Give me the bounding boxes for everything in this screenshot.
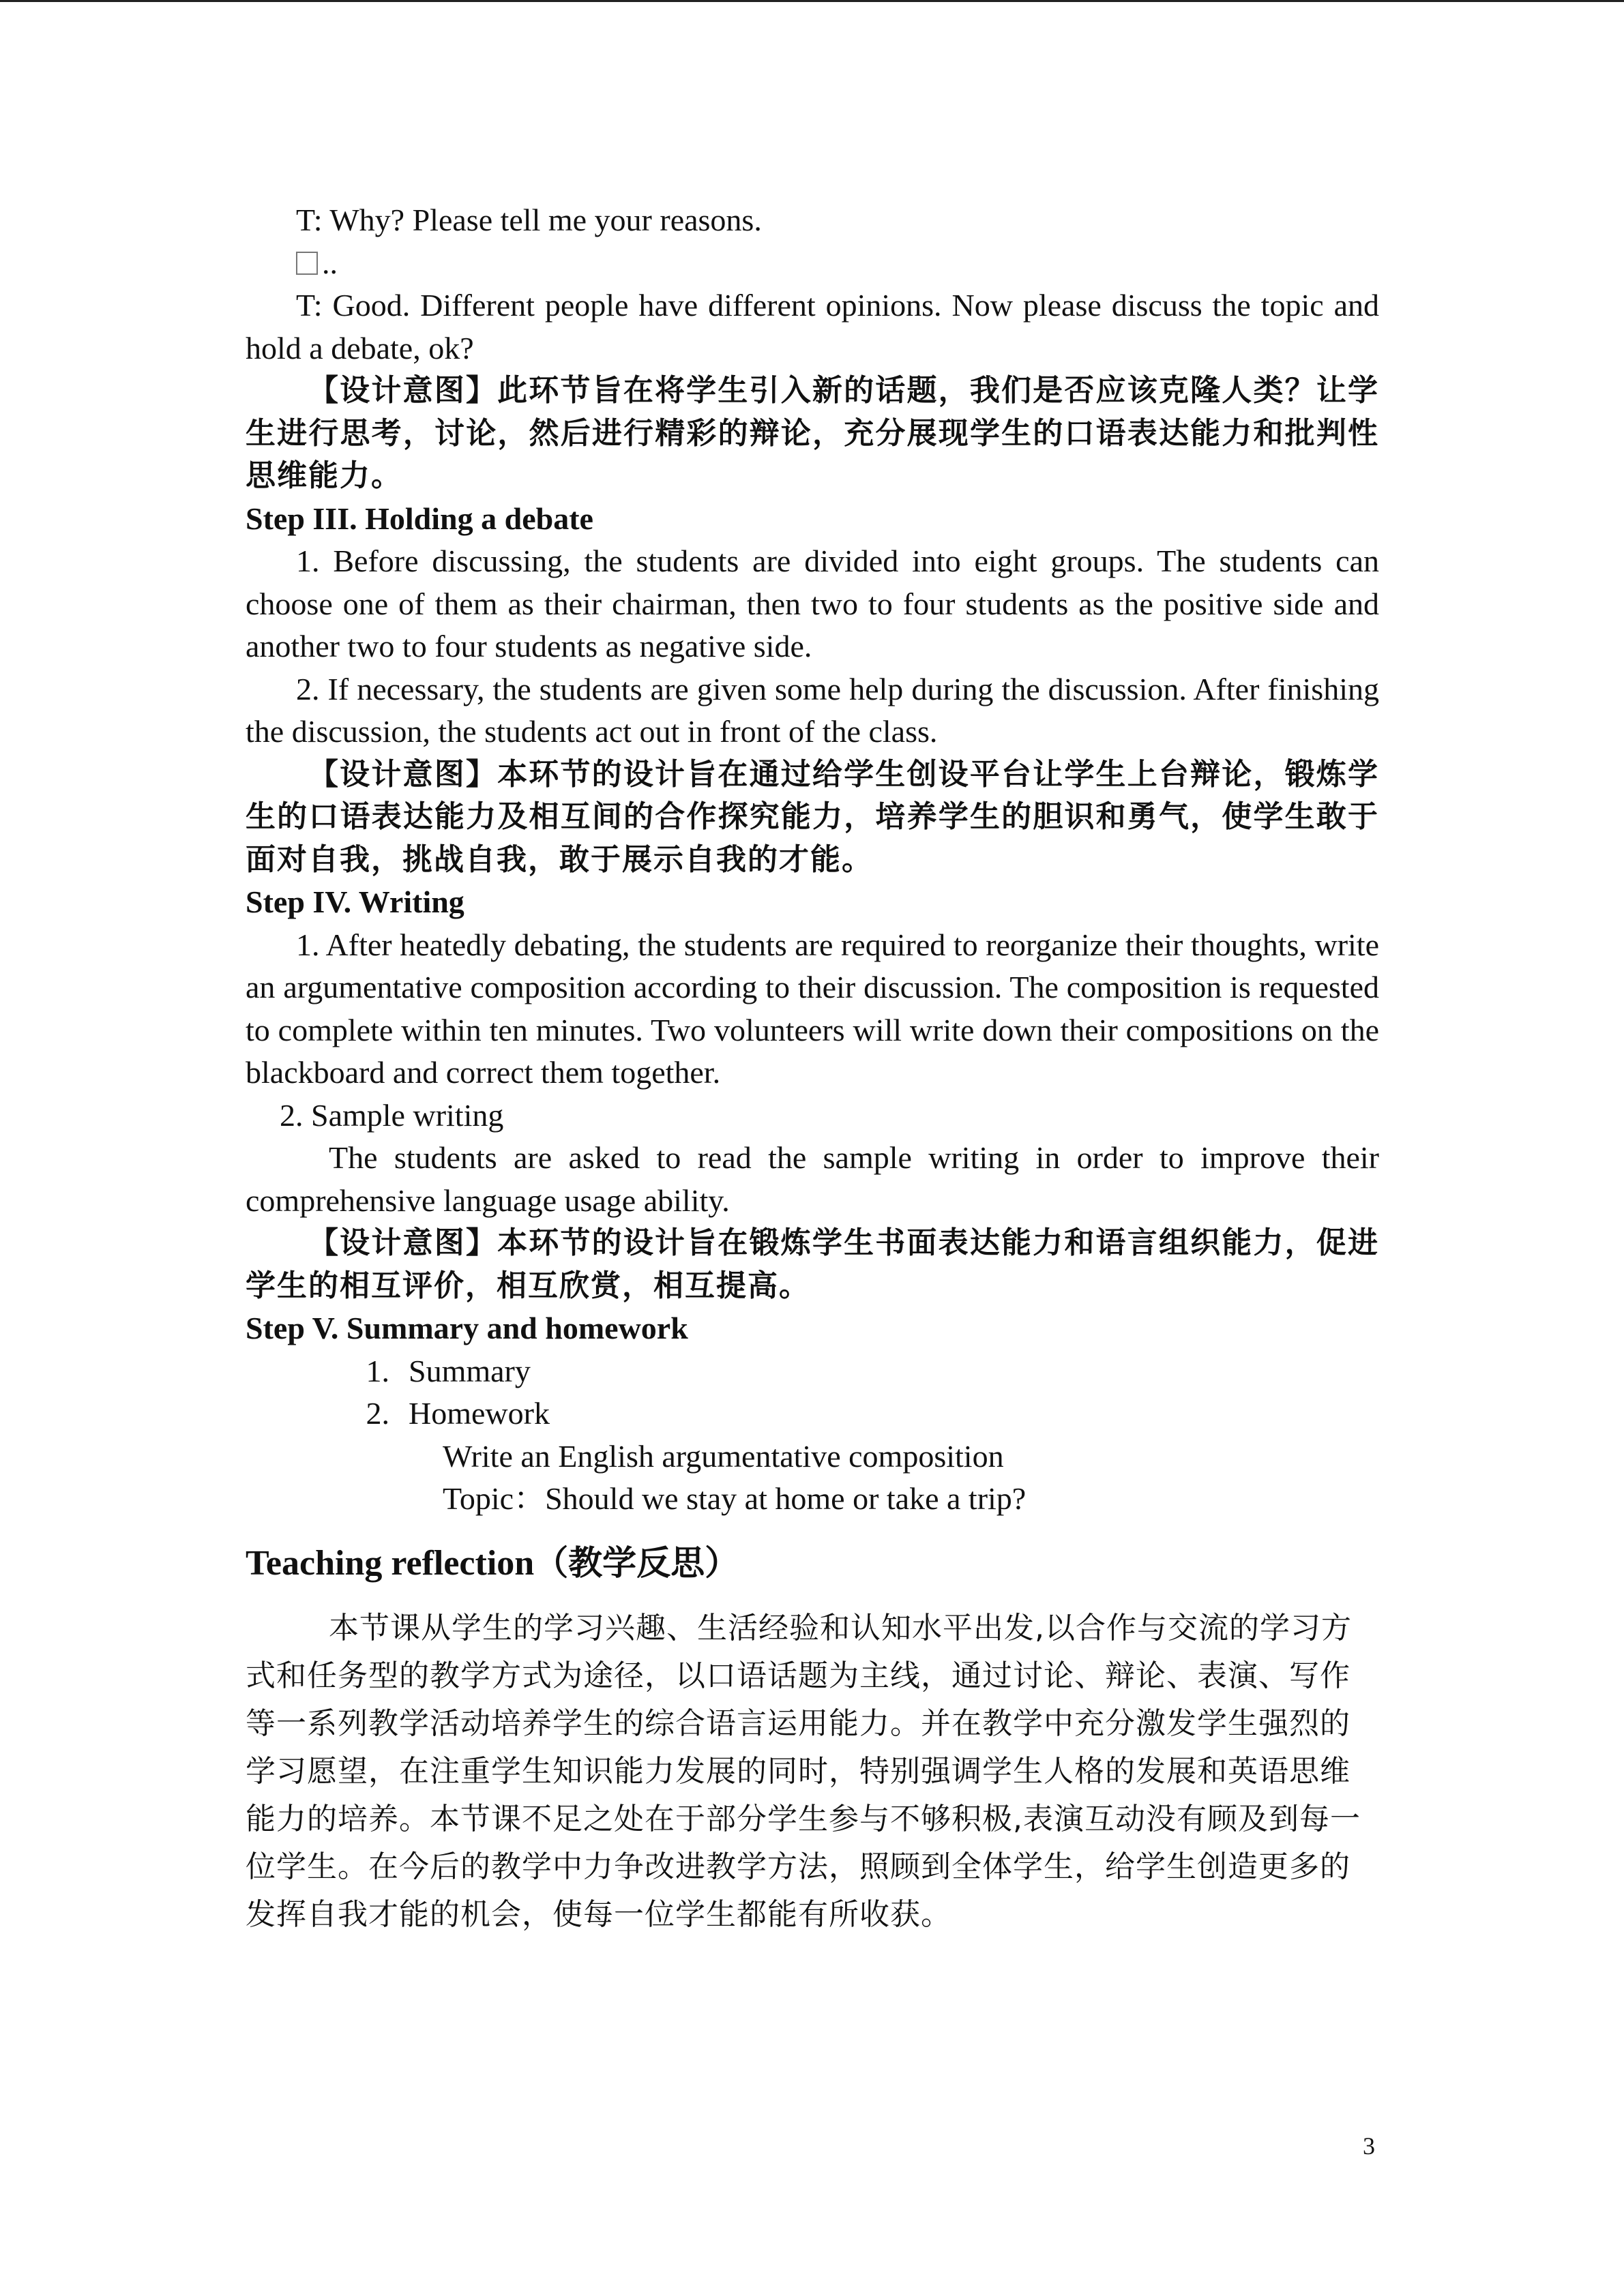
- step-4-paragraph-3: The students are asked to read the sample writing in order to improve their comprehensive language usage ability.: [246, 1140, 1379, 1218]
- step-4-paragraph-2: 2. Sample writing: [280, 1097, 504, 1133]
- step-5-list: [246, 1350, 1379, 1435]
- missing-glyph-box-icon: [296, 252, 318, 275]
- list-item-text: Summary: [409, 1353, 531, 1388]
- list-item-number: 2.: [366, 1396, 389, 1431]
- list-item-text: Homework: [409, 1396, 550, 1431]
- step-3-paragraph-1: 1. Before discussing, the students are divided into eight groups. The students can choose one of them as their chairman, then two to four students as the positive side and another two to four students as negative side.: [246, 543, 1379, 664]
- step-3-heading: Step III. Holding a debate: [246, 501, 593, 536]
- homework-line-1: Write an English argumentative composition: [443, 1438, 1004, 1474]
- design-intent-3: 【设计意图】本环节的设计旨在锻炼学生书面表达能力和语言组织能力，促进学生的相互评价，相互欣赏，相互提高。: [246, 1225, 1379, 1303]
- ellipsis-text: ..: [322, 245, 338, 280]
- document-body: [246, 199, 1379, 1939]
- step-4-heading: Step IV. Writing: [246, 884, 464, 919]
- step-3-paragraph-2: 2. If necessary, the students are given some help during the discussion. After finishing the discussion, the students act out in front of the class.: [246, 671, 1379, 749]
- reflection-heading-en: Teaching reflection: [246, 1543, 535, 1583]
- page-number: 3: [1363, 2132, 1375, 2160]
- step-4-paragraph-1: 1. After heatedly debating, the students are required to reorganize their thoughts, write an argumentative composition according to their discussion. The composition is requested to complete within ten minutes. Two volunteers will write down their compositions on the blackboard and correct them together.: [246, 927, 1379, 1090]
- dialogue-line-placeholder: [246, 242, 1379, 285]
- homework-line-2: Topic：Should we stay at home or take a trip?: [443, 1481, 1027, 1516]
- list-item: [246, 1392, 1379, 1435]
- list-item-number: 1.: [366, 1353, 389, 1388]
- reflection-heading: [246, 1536, 1379, 1591]
- reflection-heading-cn: （教学反思）: [534, 1542, 739, 1583]
- design-intent-1: 【设计意图】此环节旨在将学生引入新的话题，我们是否应该克隆人类？让学生进行思考，讨论，然后进行精彩的辩论，充分展现学生的口语表达能力和批判性思维能力。: [246, 373, 1379, 493]
- step-5-heading: Step V. Summary and homework: [246, 1311, 688, 1345]
- reflection-paragraph: 本节课从学生的学习兴趣、生活经验和认知水平出发,以合作与交流的学习方式和任务型的教学方式为途径，以口语话题为主线，通过讨论、辩论、表演、写作等一系列教学活动培养学生的综合语言运用能力。并在教学中充分激发学生强烈的学习愿望，在注重学生知识能力发展的同时，特别强调学生人格的发展和英语思维能力的培养。本节课不足之处在于部分学生参与不够积极,表演互动没有顾及到每一位学生。在今后的教学中力争改进教学方法，照顾到全体学生，给学生创造更多的发挥自我才能的机会，使每一位学生都能有所收获。: [246, 1610, 1361, 1932]
- list-item: [246, 1350, 1379, 1393]
- dialogue-line-teacher-good: T: Good. Different people have different opinions. Now please discuss the topic and hold a debate, ok?: [246, 288, 1379, 366]
- page-top-border: [0, 0, 1624, 2]
- dialogue-line-teacher-why: T: Why? Please tell me your reasons.: [296, 203, 762, 237]
- design-intent-2: 【设计意图】本环节的设计旨在通过给学生创设平台让学生上台辩论，锻炼学生的口语表达能力及相互间的合作探究能力，培养学生的胆识和勇气，使学生敢于面对自我，挑战自我，敢于展示自我的才能。: [246, 756, 1379, 877]
